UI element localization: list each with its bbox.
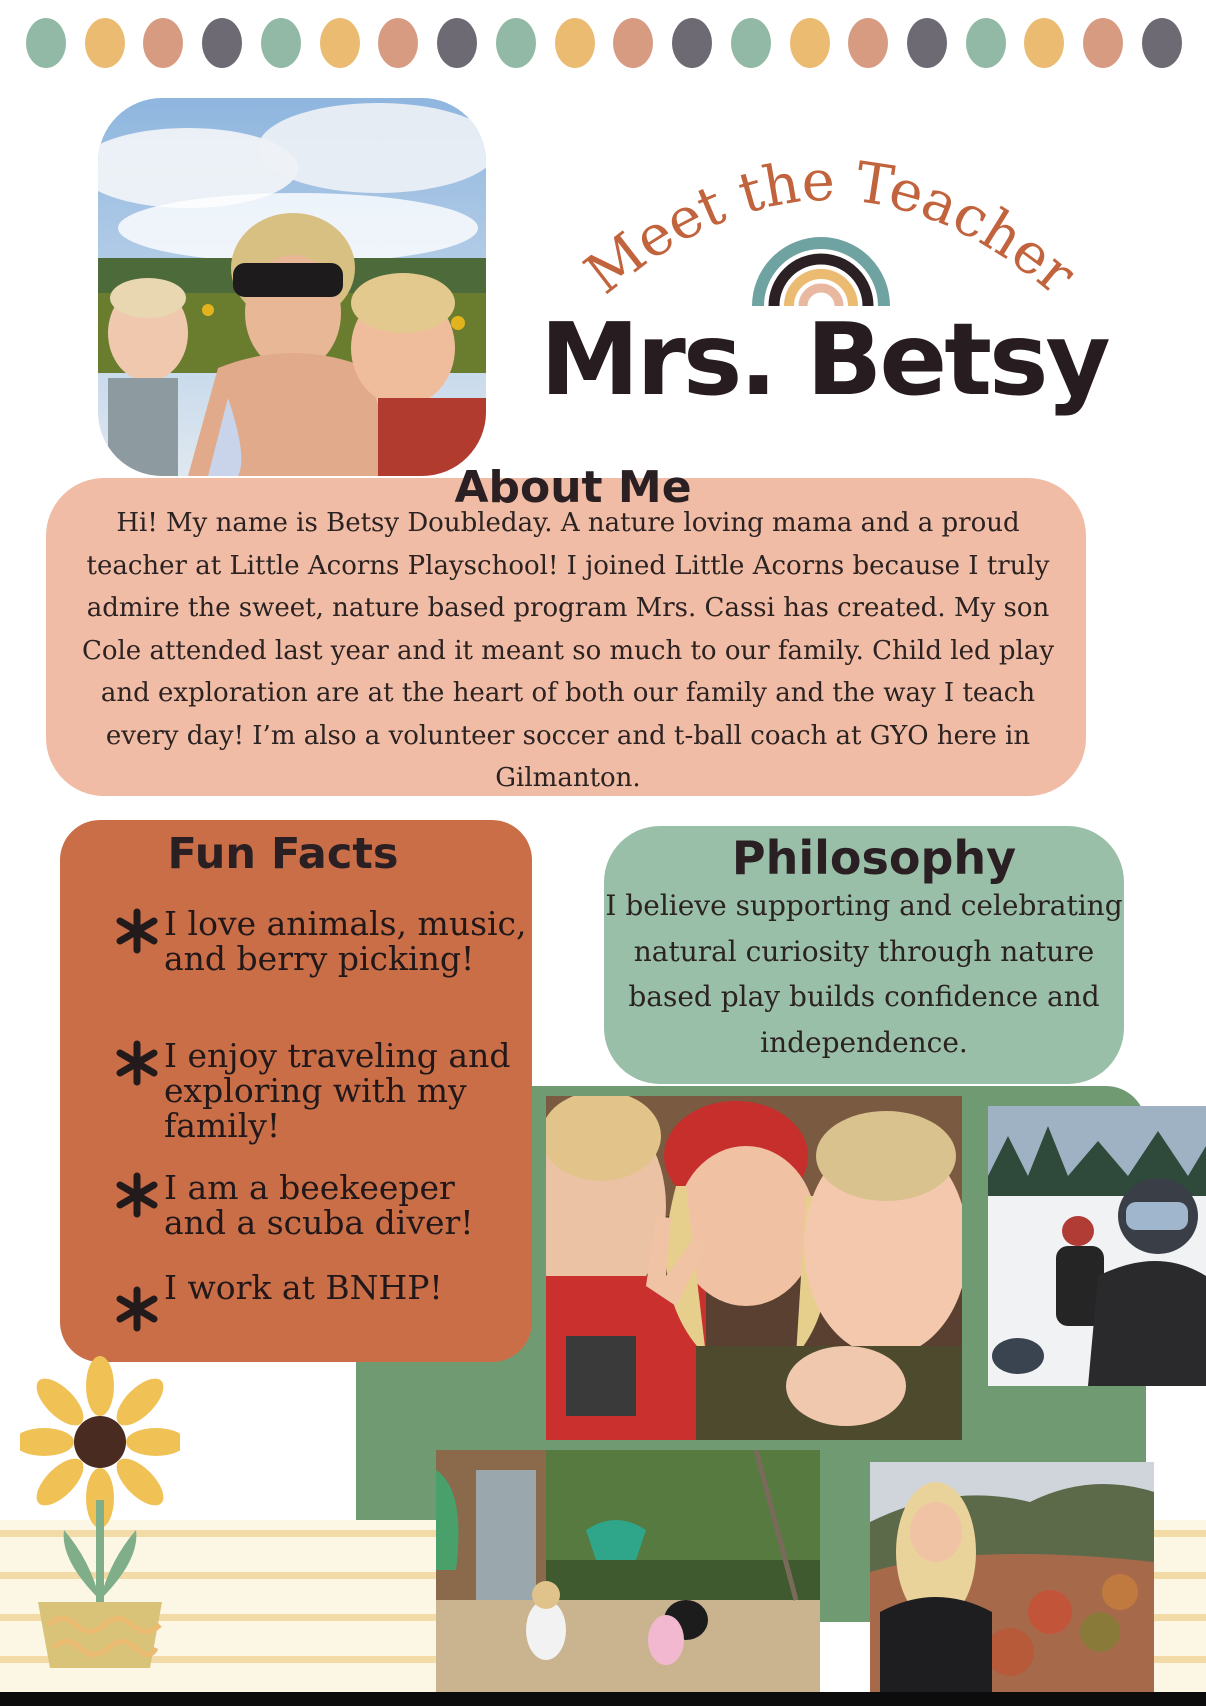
selfie-with-kids-photo <box>546 1096 962 1440</box>
decor-dot <box>848 18 888 68</box>
about-me-title: About Me <box>454 462 692 513</box>
decor-dot <box>143 18 183 68</box>
asterisk-icon <box>112 906 162 956</box>
decor-dot <box>907 18 947 68</box>
fun-fact-text: I am a beekeeper and a scuba diver! <box>164 1168 474 1242</box>
decor-dot <box>672 18 712 68</box>
decor-dot <box>613 18 653 68</box>
decor-dot <box>202 18 242 68</box>
asterisk-icon <box>112 1284 162 1334</box>
decor-dot <box>790 18 830 68</box>
bottom-edge <box>0 1692 1206 1706</box>
fun-fact-item <box>112 1270 532 1334</box>
dot-border <box>26 18 1182 72</box>
decor-dot <box>1024 18 1064 68</box>
svg-text:Meet the Teacher: Meet the Teacher <box>573 148 1088 308</box>
decor-dot <box>1142 18 1182 68</box>
decor-dot <box>378 18 418 68</box>
bottom-stripes <box>0 1520 1206 1696</box>
decor-dot <box>85 18 125 68</box>
philosophy-title: Philosophy <box>731 831 1017 885</box>
fun-fact-text: I work at BNHP! <box>164 1268 443 1307</box>
decor-dot <box>1083 18 1123 68</box>
decor-dot <box>320 18 360 68</box>
teacher-name: Mrs. Betsy <box>540 301 1108 418</box>
fun-facts-title: Fun Facts <box>167 829 399 879</box>
asterisk-icon <box>112 1170 162 1220</box>
decor-dot <box>731 18 771 68</box>
sunflower-icon <box>20 1350 180 1670</box>
fun-fact-item <box>112 906 532 976</box>
rainbow-icon <box>748 226 894 310</box>
fun-fact-text: I love animals, music, and berry picking! <box>164 904 527 978</box>
asterisk-icon <box>112 1038 162 1088</box>
fun-fact-item <box>112 1038 532 1143</box>
decor-dot <box>261 18 301 68</box>
decor-dot <box>26 18 66 68</box>
philosophy-text: I believe supporting and celebrating natural curiosity through nature based play builds confidence and independence. <box>605 889 1123 1059</box>
decor-dot <box>437 18 477 68</box>
about-me-text: Hi! My name is Betsy Doubleday. A nature loving mama and a proud teacher at Little Acorns Playschool! I joined Little Acorns because I truly admire the sweet, nature based program Mrs. Cassi has created. My son Cole attended last year and it meant so much to our family. Child led play and exploration are at the heart of both our family and the way I teach every day! I’m also a volunteer soccer and t-ball coach at GYO here in Gilmanton. <box>81 508 1055 793</box>
fun-fact-item <box>112 1170 532 1240</box>
fun-fact-text: I enjoy traveling and exploring with my family! <box>164 1036 511 1145</box>
decor-dot <box>555 18 595 68</box>
decor-dot <box>496 18 536 68</box>
skiing-photo <box>988 1106 1206 1386</box>
teacher-sunflower-photo <box>98 98 486 476</box>
decor-dot <box>966 18 1006 68</box>
